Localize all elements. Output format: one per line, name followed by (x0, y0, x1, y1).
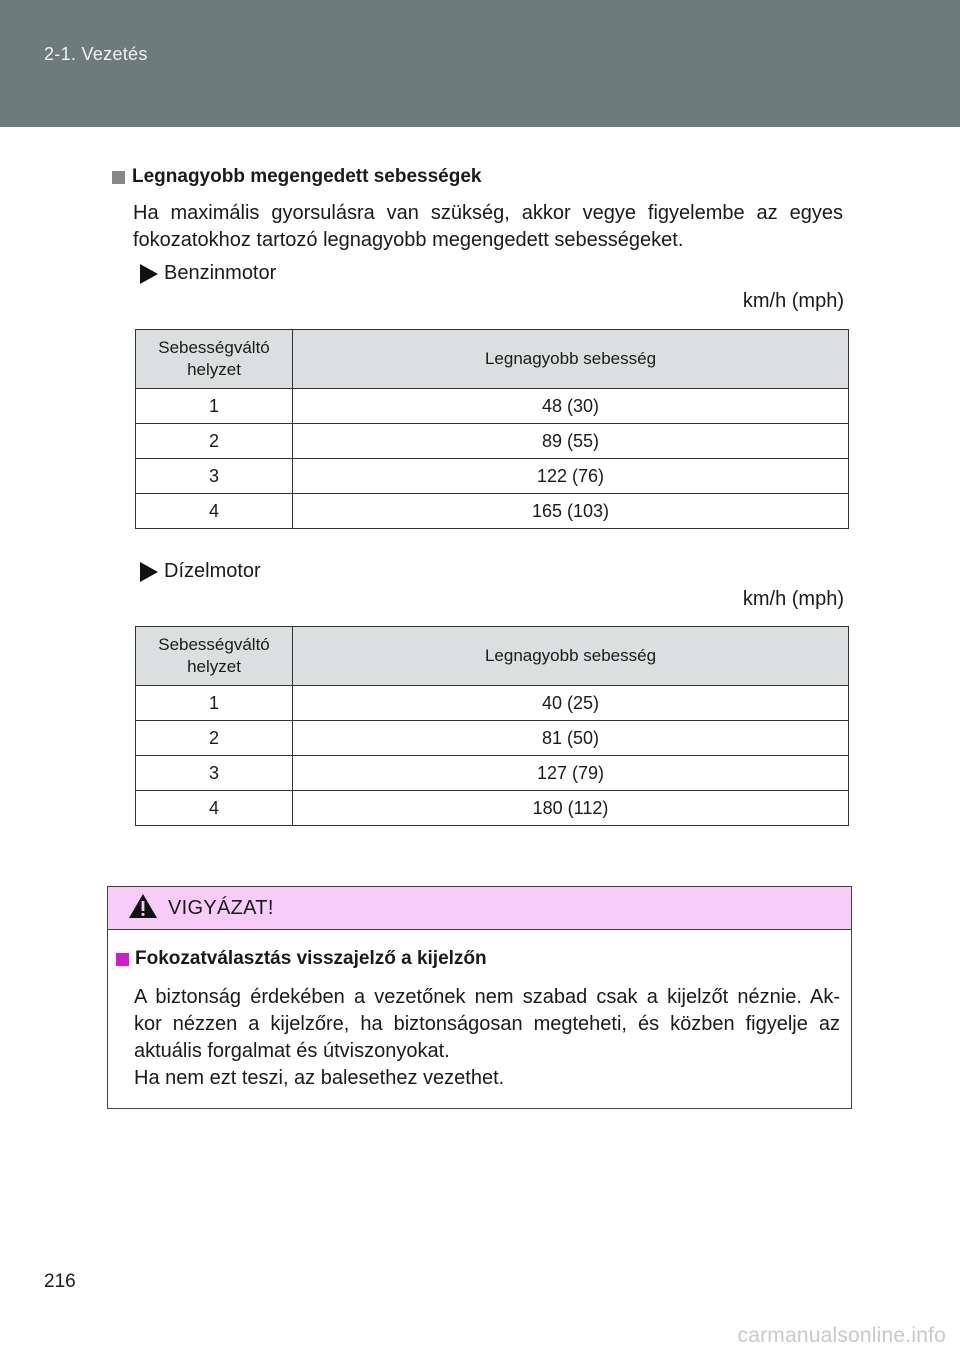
speed-cell: 180 (112) (293, 791, 849, 826)
table-row (136, 459, 849, 494)
table-row (136, 721, 849, 756)
gear-position-header (136, 330, 293, 389)
diesel-subheading (140, 560, 261, 583)
watermark-text: carmanualsonline.info (737, 1324, 946, 1347)
speed-cell: 89 (55) (293, 424, 849, 459)
gear-cell: 2 (136, 424, 293, 459)
speed-cell: 40 (25) (293, 686, 849, 721)
caution-line: Ha nem ezt teszi, az balesethez vezethet. (134, 1067, 505, 1089)
page-number: 216 (44, 1271, 76, 1292)
speed-cell: 165 (103) (293, 494, 849, 529)
caution-line: A biztonság érdekében a vezetőnek nem szabad csak a kijelzőt néznie. Ak- (134, 986, 840, 1008)
caution-header (108, 887, 851, 930)
petrol-label: Benzinmotor (164, 262, 277, 284)
intro-paragraph: Ha maximális gyorsulásra van szükség, akkor vegye figyelembe az egyes fokozatokhoz tartozó legnagyobb megengedett sebességeket. (133, 202, 843, 251)
square-bullet-icon (112, 171, 125, 184)
table-row (136, 389, 849, 424)
caution-heading (116, 948, 487, 970)
section-heading (112, 166, 482, 188)
speed-cell: 122 (76) (293, 459, 849, 494)
petrol-unit: km/h (mph) (742, 290, 844, 312)
speed-cell: 127 (79) (293, 756, 849, 791)
gear-cell: 3 (136, 756, 293, 791)
table-row (136, 791, 849, 826)
caution-line: kor nézzen a kijelzőre, ha biztonságosan megteheti, és közben figyelje az (134, 1013, 840, 1035)
triangle-bullet-icon (140, 562, 158, 582)
gear-cell: 3 (136, 459, 293, 494)
caution-box (107, 886, 852, 1109)
page-header (0, 0, 960, 127)
section-title: 2-1. Vezetés (44, 44, 148, 64)
gear-cell: 2 (136, 721, 293, 756)
gear-cell: 4 (136, 791, 293, 826)
gear-position-header (136, 627, 293, 686)
table-row (136, 756, 849, 791)
section-heading-text: Legnagyobb megengedett sebességek (132, 166, 482, 187)
triangle-bullet-icon (140, 264, 158, 284)
table-row (136, 494, 849, 529)
gear-header-line2: helyzet (187, 657, 241, 676)
diesel-label: Dízelmotor (164, 560, 261, 582)
table-row (136, 686, 849, 721)
table-row (136, 424, 849, 459)
diesel-speed-table (135, 626, 849, 826)
speed-cell: 48 (30) (293, 389, 849, 424)
gear-header-line1: Sebességváltó (158, 338, 270, 357)
table-header-row (136, 627, 849, 686)
caution-text (134, 984, 840, 1092)
max-speed-header: Legnagyobb sebesség (293, 330, 849, 389)
caution-heading-text: Fokozatválasztás visszajelző a kijelzőn (135, 948, 487, 969)
gear-cell: 1 (136, 686, 293, 721)
caution-title: VIGYÁZAT! (168, 896, 274, 919)
warning-triangle-icon (128, 893, 158, 924)
diesel-unit: km/h (mph) (742, 588, 844, 610)
max-speed-header: Legnagyobb sebesség (293, 627, 849, 686)
gear-cell: 1 (136, 389, 293, 424)
petrol-speed-table (135, 329, 849, 529)
table-header-row (136, 330, 849, 389)
gear-header-line2: helyzet (187, 360, 241, 379)
gear-header-line1: Sebességváltó (158, 635, 270, 654)
caution-line: aktuális forgalmat és útviszonyokat. (134, 1040, 450, 1062)
gear-cell: 4 (136, 494, 293, 529)
speed-cell: 81 (50) (293, 721, 849, 756)
petrol-subheading (140, 262, 276, 285)
square-bullet-icon (116, 953, 129, 966)
